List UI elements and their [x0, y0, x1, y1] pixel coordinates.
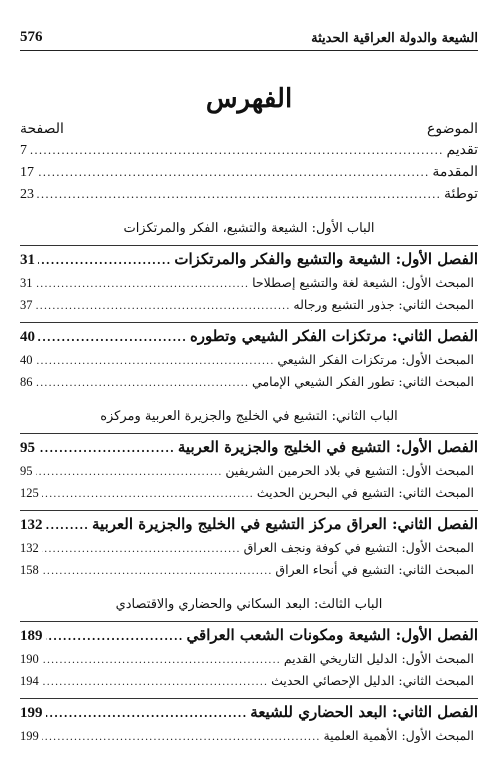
chapter-title: الفصل الأول: الشيعة والتشيع والفكر والمرتكزات [174, 250, 478, 268]
dot-leader [42, 672, 268, 692]
topic-page: 158 [20, 563, 39, 577]
topic-title: المبحث الثاني: التشيع في أنحاء العراق [275, 562, 474, 577]
part-title: الباب الثالث: البعد السكاني والحضاري والاقتصادي [115, 597, 383, 612]
topic-page: 37 [20, 298, 33, 312]
toc-entry [20, 183, 478, 205]
toc-entry [20, 139, 478, 161]
entry-title: توطئة [443, 186, 478, 202]
topic-title: المبحث الأول: الدليل التاريخي القديم [283, 651, 474, 666]
dot-leader [36, 351, 275, 371]
part-title: الباب الأول: الشيعة والتشيع، الفكر والمرتكزات [123, 221, 375, 236]
topic-title: المبحث الثاني: تطور الفكر الشيعي الإمامي [252, 374, 474, 389]
chapter-page: 132 [20, 517, 43, 533]
topic-title: المبحث الأول: الشيعة لغة والتشيع إصطلاحا [252, 275, 474, 290]
entry-title: تقديم [446, 142, 478, 158]
page-header [20, 12, 478, 51]
topic-entry [20, 371, 478, 393]
topic-entry [20, 460, 478, 482]
topic-entry [20, 559, 478, 581]
topic-entry [20, 272, 478, 294]
dot-leader [42, 539, 241, 559]
dot-leader [38, 436, 175, 460]
topic-title: المبحث الثاني: جذور التشيع ورجاله [293, 297, 474, 312]
dot-leader [46, 513, 90, 537]
topic-page: 86 [20, 375, 33, 389]
toc-entry [20, 161, 478, 183]
chapter-entry [20, 246, 478, 272]
topic-page: 132 [20, 541, 39, 555]
chapter-entry [20, 434, 478, 460]
dot-leader [42, 561, 273, 581]
part-title: الباب الثاني: التشيع في الخليج والجزيرة العربية ومركزه [100, 409, 398, 424]
dot-leader [42, 727, 321, 747]
topic-title: المبحث الأول: مرتكزات الفكر الشيعي [277, 352, 474, 367]
topic-entry [20, 670, 478, 692]
topic-entry [20, 482, 478, 504]
topic-page: 190 [20, 652, 39, 666]
topic-title: المبحث الأول: التشيع في كوفة ونجف العراق [243, 540, 474, 555]
entry-page: 7 [20, 143, 27, 158]
dot-leader [42, 650, 281, 670]
entry-page: 17 [20, 165, 34, 180]
topic-title: المبحث الأول: الأهمية العلمية [323, 728, 474, 743]
topic-page: 31 [20, 276, 33, 290]
chapter-title: الفصل الأول: الشيعة ومكونات الشعب العراقي [186, 626, 478, 644]
dot-leader [36, 373, 250, 393]
topic-page: 125 [20, 486, 39, 500]
index-title: الفهرس [205, 84, 293, 114]
chapter-title: الفصل الثاني: البعد الحضاري للشيعة [250, 703, 478, 721]
topic-page: 95 [20, 464, 33, 478]
chapter-entry [20, 622, 478, 648]
topic-page: 194 [20, 674, 39, 688]
topic-entry [20, 648, 478, 670]
topic-entry [20, 725, 478, 747]
topic-title: المبحث الأول: التشيع في بلاد الحرمين الشريفين [225, 463, 474, 478]
topic-entry [20, 349, 478, 371]
topic-page: 199 [20, 729, 39, 743]
chapter-entry [20, 511, 478, 537]
topic-title: المبحث الثاني: الدليل الإحصائي الحديث [271, 673, 474, 688]
table-of-contents [20, 80, 478, 747]
dot-leader [38, 325, 187, 349]
chapter-page: 95 [20, 440, 35, 456]
topic-entry [20, 537, 478, 559]
dot-leader [46, 701, 248, 725]
page-column-header: الصفحة [20, 121, 64, 137]
dot-leader [30, 140, 443, 161]
chapter-entry [20, 323, 478, 349]
dot-leader [37, 162, 429, 183]
dot-leader [46, 624, 184, 648]
topic-page: 40 [20, 353, 33, 367]
running-title: الشيعة والدولة العراقية الحديثة [311, 31, 478, 46]
intro-entries [20, 139, 478, 205]
dot-leader [36, 274, 250, 294]
chapter-page: 31 [20, 252, 35, 268]
dot-leader [36, 296, 291, 316]
chapter-title: الفصل الأول: التشيع في الخليج والجزيرة العربية [177, 438, 478, 456]
chapter-page: 199 [20, 705, 43, 721]
entry-page: 23 [20, 187, 34, 202]
topic-entry [20, 294, 478, 316]
chapter-page: 189 [20, 628, 43, 644]
chapter-entry [20, 699, 478, 725]
column-headers [20, 119, 478, 139]
chapter-title: الفصل الثاني: مرتكزات الفكر الشيعي وتطوره [189, 327, 478, 345]
topic-column-header: الموضوع [427, 121, 478, 137]
dot-leader [36, 462, 223, 482]
entry-title: المقدمة [432, 164, 478, 180]
dot-leader [37, 184, 441, 205]
chapter-title: الفصل الثاني: العراق مركز التشيع في الخليج والجزيرة العربية [92, 515, 478, 533]
page-number: 576 [20, 29, 43, 45]
chapter-page: 40 [20, 329, 35, 345]
dot-leader [38, 248, 171, 272]
dot-leader [42, 484, 254, 504]
topic-title: المبحث الثاني: التشيع في البحرين الحديث [256, 485, 474, 500]
